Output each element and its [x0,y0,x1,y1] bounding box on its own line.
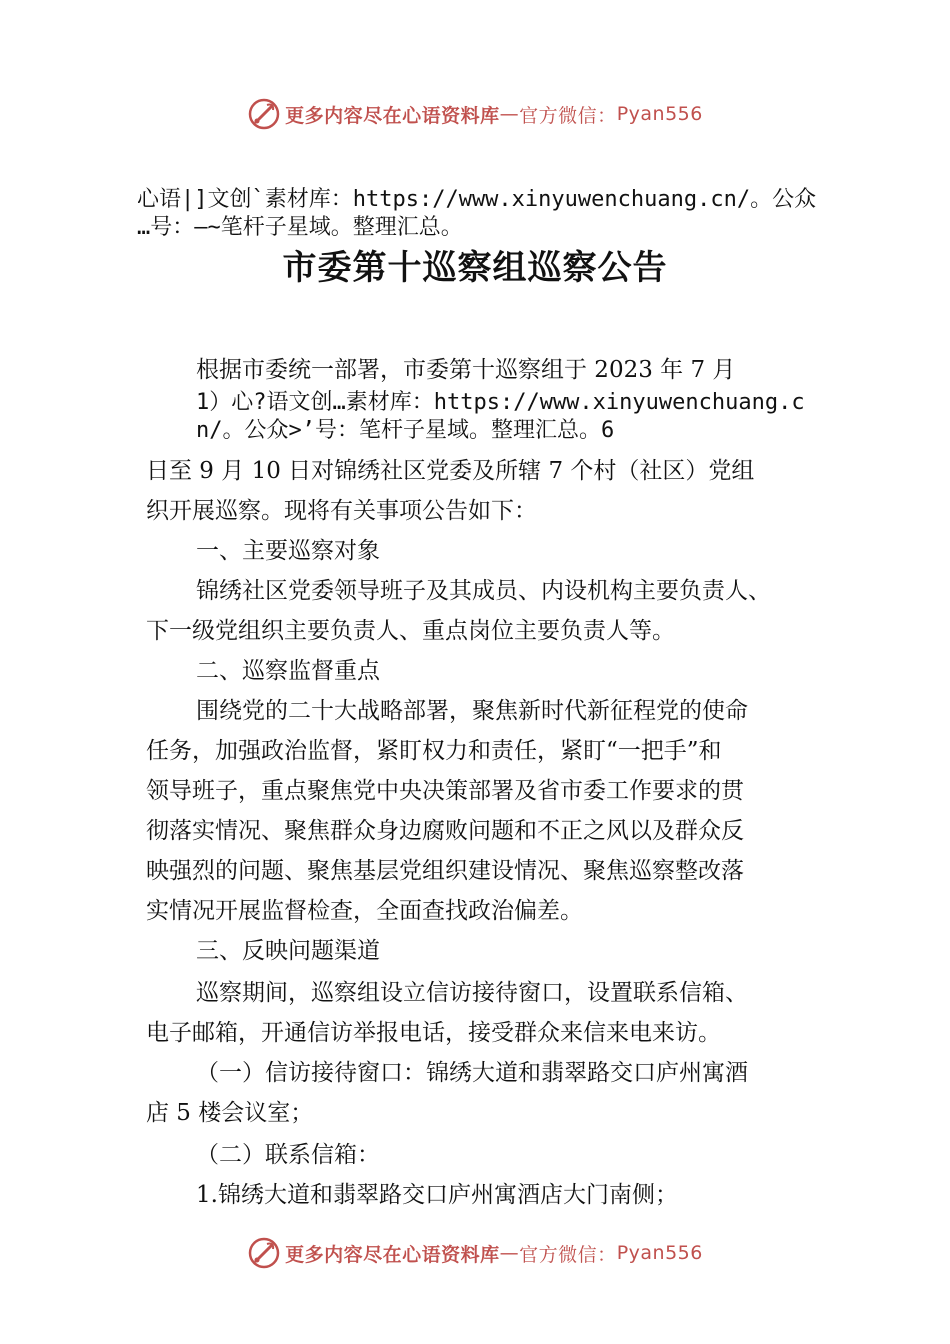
watermark-inline-line: n/。公众>’号：笔杆子星域。整理汇总。6 [196,418,615,443]
banner-text-wechat: 官方微信： [519,1243,617,1266]
body-line: 映强烈的问题、聚焦基层党组织建设情况、聚焦巡察整改落 [146,858,744,884]
brush-logo-icon [247,1236,281,1270]
footer-banner [0,1233,950,1273]
body-line: 下一级党组织主要负责人、重点岗位主要负责人等。 [146,618,675,644]
body-line: 彻落实情况、聚焦群众身边腐败问题和不正之风以及群众反 [146,818,744,844]
page-title: 市委第十巡察组巡察公告 [282,248,668,288]
section-heading: 二、巡察监督重点 [196,658,380,684]
body-line: 日至 9 月 10 日对锦绣社区党委及所辖 7 个村（社区）党组 [146,458,755,484]
watermark-line: 心语|]文创`素材库：https://www.xinyuwenchuang.cn/。公众 [137,187,817,212]
body-line: 店 5 楼会议室； [146,1100,314,1126]
body-line: 巡察期间，巡察组设立信访接待窗口，设置联系信箱、 [196,980,748,1006]
body-line: 实情况开展监督检查，全面查找政治偏差。 [146,898,583,924]
body-line: 1.锦绣大道和翡翠路交口庐州寓酒店大门南侧； [196,1182,678,1208]
body-line: （一）信访接待窗口：锦绣大道和翡翠路交口庐州寓酒 [196,1060,748,1086]
banner-wechat-id: Pyan556 [616,103,703,125]
banner-wechat-id: Pyan556 [616,1242,703,1264]
banner-dash: — [499,1242,520,1264]
banner-text-wechat: 官方微信： [519,104,617,127]
body-line: 织开展巡察。现将有关事项公告如下： [146,498,537,524]
body-line: 任务，加强政治监督，紧盯权力和责任，紧盯“一把手”和 [146,738,722,764]
section-heading: 一、主要巡察对象 [196,538,380,564]
banner-text-library: 更多内容尽在心语资料库 [285,104,500,127]
body-line: 领导班子，重点聚焦党中央决策部署及省市委工作要求的贯 [146,778,744,804]
body-line: （二）联系信箱： [196,1142,380,1168]
watermark-inline-line: 1）心?语文创…素材库：https://www.xinyuwenchuang.c [196,390,805,415]
section-heading: 三、反映问题渠道 [196,938,380,964]
body-line: 电子邮箱，开通信访举报电话，接受群众来信来电来访。 [146,1020,721,1046]
watermark-line: …号：—~笔杆子星域。整理汇总。 [137,215,463,240]
banner-dash: — [499,103,520,125]
body-line: 锦绣社区党委领导班子及其成员、内设机构主要负责人、 [196,578,771,604]
body-line: 围绕党的二十大战略部署，聚焦新时代新征程党的使命 [196,698,748,724]
body-line: 根据市委统一部署，市委第十巡察组于 2023 年 7 月 [196,357,736,383]
banner-text-library: 更多内容尽在心语资料库 [285,1243,500,1266]
brush-logo-icon [247,97,281,131]
header-banner [0,94,950,134]
